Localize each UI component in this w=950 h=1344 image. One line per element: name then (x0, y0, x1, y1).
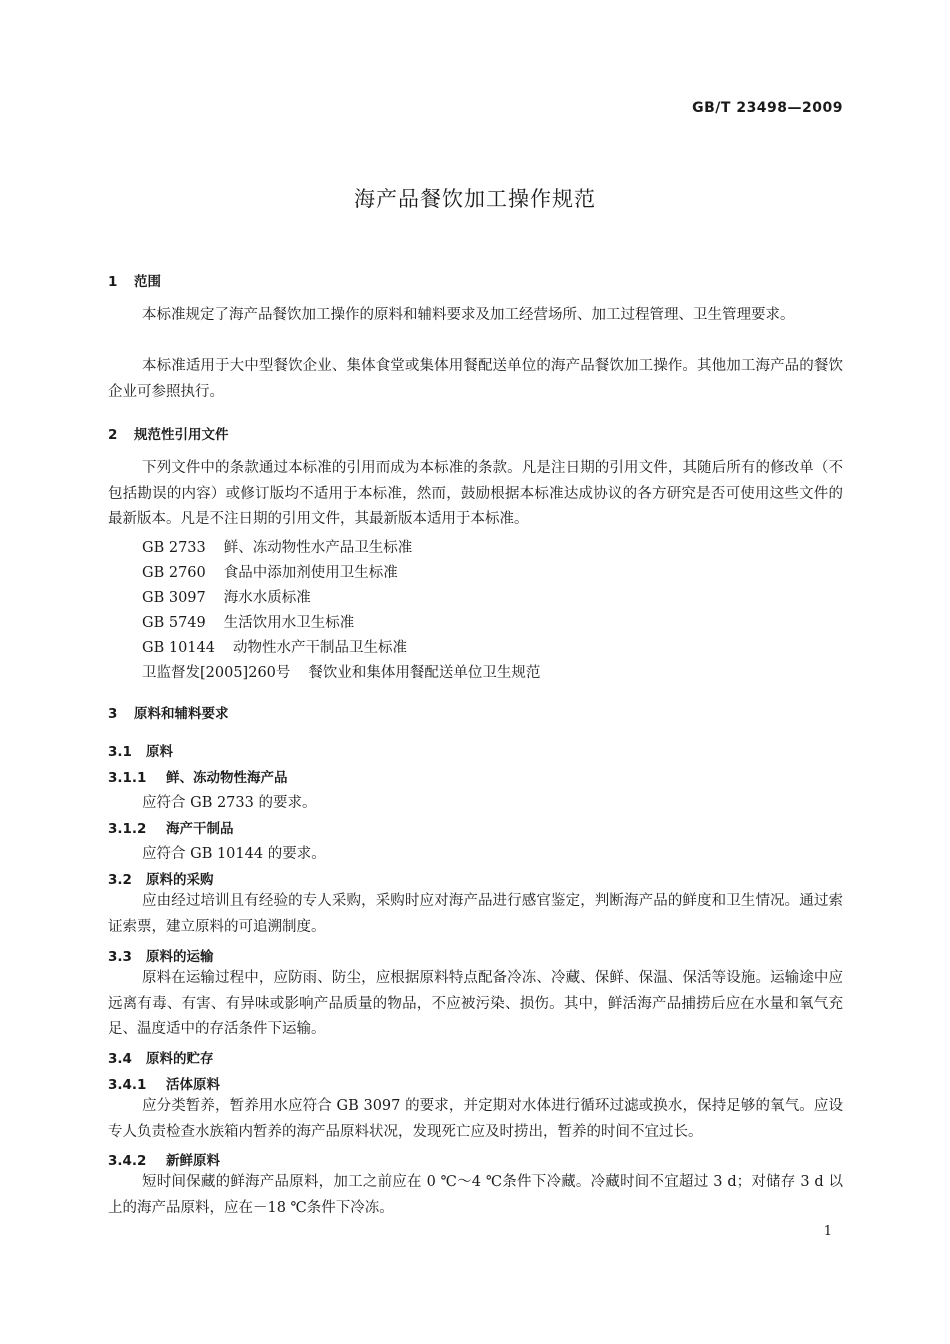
reference-code: GB 2733 (142, 540, 206, 556)
section-title: 原料 (146, 744, 173, 760)
subsection-3-1-heading (108, 740, 173, 760)
reference-code: 卫监督发[2005]260号 (142, 665, 291, 681)
section-2-paragraph-1: 下列文件中的条款通过本标准的引用而成为本标准的条款。凡是注日期的引用文件，其随后所有的修改单（不包括勘误的内容）或修订版均不适用于本标准，然而，鼓励根据本标准达成协议的各方研究是否可使用这些文件的最新版本。凡是不注日期的引用文件，其最新版本适用于本标准。 (108, 460, 843, 527)
normative-reference (142, 611, 354, 632)
reference-code: GB 10144 (142, 640, 215, 656)
subsection-3-2-heading (108, 868, 214, 888)
document-title: 海产品餐饮加工操作规范 (354, 187, 596, 211)
reference-title: 海水水质标准 (223, 590, 311, 606)
section-title: 原料的贮存 (146, 1051, 214, 1067)
subsection-3-1-1-text: 应符合 GB 2733 的要求。 (142, 795, 317, 811)
subsection-3-4-1-heading (108, 1073, 220, 1093)
reference-code: GB 3097 (142, 590, 206, 606)
normative-reference (142, 636, 407, 657)
section-number: 3.1.1 (108, 770, 147, 786)
section-number: 3.1 (108, 744, 132, 760)
section-title: 范围 (134, 274, 161, 290)
section-title: 鲜、冻动物性海产品 (166, 770, 288, 786)
subsection-3-1-2-heading (108, 817, 234, 837)
reference-title: 餐饮业和集体用餐配送单位卫生规范 (308, 665, 541, 681)
section-title: 海产干制品 (166, 821, 234, 837)
subsection-3-3-text: 原料在运输过程中，应防雨、防尘，应根据原料特点配备冷冻、冷藏、保鲜、保温、保活等设施。运输途中应远离有毒、有害、有异味或影响产品质量的物品，不应被污染、损伤。其中，鲜活海产品捕捞后应在水量和氧气充足、温度适中的存活条件下运输。 (108, 970, 843, 1037)
section-1-paragraph-1: 本标准规定了海产品餐饮加工操作的原料和辅料要求及加工经营场所、加工过程管理、卫生管理要求。 (142, 307, 795, 323)
section-title: 新鲜原料 (166, 1153, 220, 1169)
section-title: 原料的采购 (146, 872, 214, 888)
reference-title: 动物性水产干制品卫生标准 (232, 640, 407, 656)
normative-reference (142, 536, 412, 557)
page-number: 1 (823, 1224, 832, 1239)
reference-code: GB 5749 (142, 615, 206, 631)
section-number: 3.4 (108, 1051, 132, 1067)
subsection-3-4-1-text: 应分类暂养，暂养用水应符合 GB 3097 的要求，并定期对水体进行循环过滤或换水，保持足够的氧气。应设专人负责检查水族箱内暂养的海产品原料状况，发现死亡应及时捞出，暂养的时间不宜过长。 (108, 1098, 843, 1140)
section-number: 3 (108, 706, 118, 722)
section-number: 3.2 (108, 872, 132, 888)
reference-title: 鲜、冻动物性水产品卫生标准 (223, 540, 413, 556)
subsection-3-3-heading (108, 945, 214, 965)
section-title: 活体原料 (166, 1077, 220, 1093)
section-1-paragraph-2: 本标准适用于大中型餐饮企业、集体食堂或集体用餐配送单位的海产品餐饮加工操作。其他加工海产品的餐饮企业可参照执行。 (108, 358, 843, 400)
section-number: 1 (108, 274, 118, 290)
subsection-3-2-text: 应由经过培训且有经验的专人采购，采购时应对海产品进行感官鉴定，判断海产品的鲜度和卫生情况。通过索证索票，建立原料的可追溯制度。 (108, 893, 843, 935)
section-number: 3.4.2 (108, 1153, 147, 1169)
section-number: 3.3 (108, 949, 132, 965)
section-title: 原料和辅料要求 (134, 706, 229, 722)
section-number: 2 (108, 427, 118, 443)
normative-reference (142, 561, 398, 582)
subsection-3-4-2-heading (108, 1149, 220, 1169)
standard-code: GB/T 23498—2009 (692, 100, 843, 116)
section-title: 规范性引用文件 (134, 427, 229, 443)
subsection-3-1-1-heading (108, 766, 288, 786)
normative-reference (142, 586, 311, 607)
subsection-3-4-2-text: 短时间保藏的鲜海产品原料，加工之前应在 0 ℃～4 ℃条件下冷藏。冷藏时间不宜超过 3 d；对储存 3 d 以上的海产品原料，应在－18 ℃条件下冷冻。 (108, 1174, 843, 1216)
subsection-3-1-2-text: 应符合 GB 10144 的要求。 (142, 846, 326, 862)
section-2-heading (108, 423, 229, 443)
section-number: 3.4.1 (108, 1077, 147, 1093)
section-3-heading (108, 702, 229, 722)
subsection-3-4-heading (108, 1047, 214, 1067)
reference-title: 生活饮用水卫生标准 (223, 615, 355, 631)
section-title: 原料的运输 (146, 949, 214, 965)
section-1-heading (108, 270, 161, 290)
normative-reference (142, 661, 540, 682)
reference-code: GB 2760 (142, 565, 206, 581)
reference-title: 食品中添加剂使用卫生标准 (223, 565, 398, 581)
section-number: 3.1.2 (108, 821, 147, 837)
